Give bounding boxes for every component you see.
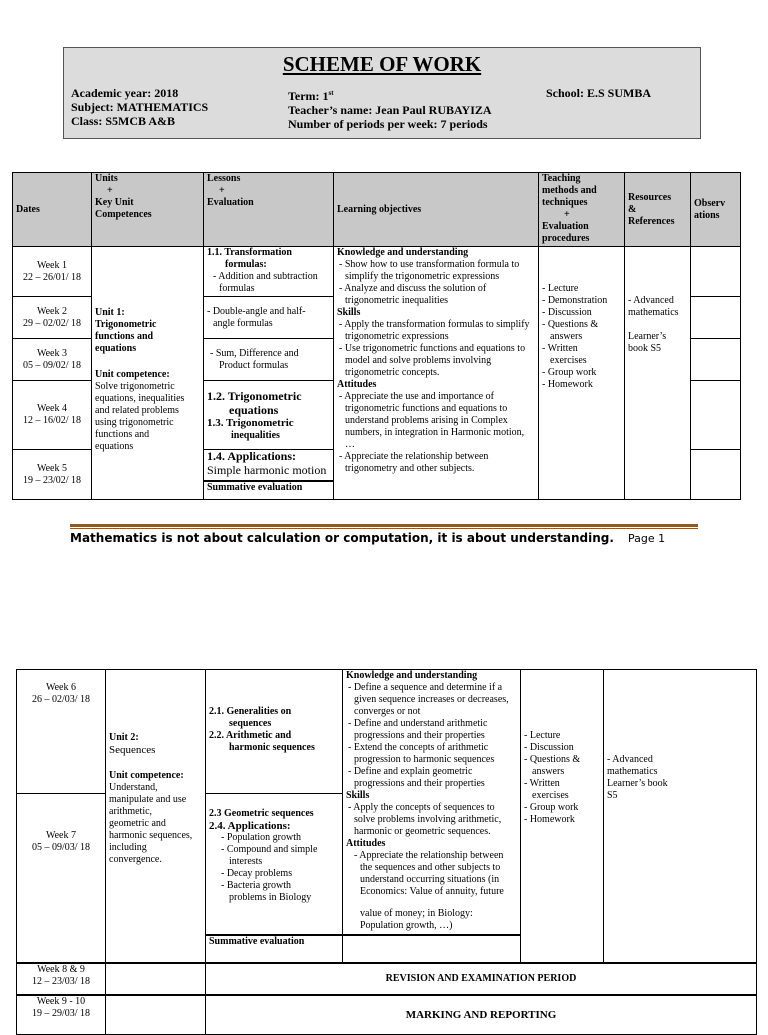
unit-2-cell: Unit 2: Sequences Unit competence: Understand, manipulate and use arithmetic, geometric and harmonic sequences, including convergence. — [106, 670, 206, 963]
week-7-cell: Week 7 05 – 09/03/ 18 — [17, 794, 106, 963]
lesson-2-1-2-2: 2.1. Generalities on sequences 2.2. Arithmetic and harmonic sequences — [206, 670, 343, 794]
footer-rule-thin — [70, 528, 698, 529]
document-title: SCHEME OF WORK — [282, 52, 482, 76]
week-8-9-cell: Week 8 & 9 12 – 23/03/ 18 — [17, 963, 106, 995]
objectives-unit-1: Knowledge and understanding - Show how to use transformation formula to simplify the trigonometric expressions - Analyze and discuss the solution of trigonometric inequalities Skills - Apply the transformation formulas to simplify trigonometric expressions - Use trigonometric functions and equations to model and solve problems involving trigonometric concepts. Attitudes - Appreciate the use and importance of trigonometric functions and equations to understand problems arising in Complex numbers, in integration in Harmonic motion, … - Appreciate the relationship between trigonometry and other subjects. — [334, 247, 539, 500]
footer-rule — [70, 524, 698, 527]
week-9-10-unit-cell — [106, 995, 206, 1035]
header-units: Units + Key Unit Competences — [92, 173, 204, 247]
page-number: Page 1 — [628, 532, 666, 545]
lesson-1-1: 1.1. Transformation formulas: - Addition and subtraction formulas — [204, 247, 334, 297]
class: Class: S5MCB A&B — [71, 114, 176, 128]
unit-1-cell: Unit 1: Trigonometric functions and equations Unit competence: Solve trigonometric equations, inequalities and related problems using trigonometric functions and equations — [92, 247, 204, 500]
header-box — [63, 47, 701, 139]
observation-week-2 — [691, 297, 741, 339]
header-objectives: Learning objectives — [334, 173, 539, 247]
methods-unit-1: - Lecture - Demonstration - Discussion - Questions & answers - Written exercises - Group work - Homework — [539, 247, 625, 500]
lesson-applications: 1.4. Applications: Simple harmonic motion Summative evaluation — [204, 450, 334, 500]
teacher-name: Teacher’s name: Jean Paul RUBAYIZA — [288, 103, 492, 117]
resources-unit-2: - Advanced mathematics Learner’s book S5 — [604, 670, 757, 963]
academic-year: Academic year: 2018 — [71, 86, 179, 100]
revision-period: REVISION AND EXAMINATION PERIOD — [206, 963, 757, 995]
week-9-10-cell: Week 9 - 10 19 – 29/03/ 18 — [17, 995, 106, 1035]
week-1-cell: Week 1 22 – 26/01/ 18 — [13, 247, 92, 297]
week-5-cell: Week 5 19 – 23/02/ 18 — [13, 450, 92, 500]
term: Term: 1st — [288, 89, 334, 103]
school: School: E.S SUMBA — [546, 86, 652, 100]
periods-per-week: Number of periods per week: 7 periods — [288, 117, 488, 131]
summative-evaluation-2: Summative evaluation — [206, 934, 342, 948]
lesson-sum-difference: - Sum, Difference and Product formulas — [204, 339, 334, 381]
scheme-table-1 — [12, 172, 741, 500]
header-resources: Resources & References — [625, 173, 691, 247]
lesson-equations-inequalities: 1.2. Trigonometric equations 1.3. Trigonometric inequalities — [204, 381, 334, 450]
week-4-cell: Week 4 12 – 16/02/ 18 — [13, 381, 92, 450]
header-lessons: Lessons + Evaluation — [204, 173, 334, 247]
scheme-table-2 — [16, 669, 757, 1035]
week-2-cell: Week 2 29 – 02/02/ 18 — [13, 297, 92, 339]
resources-unit-1: - Advanced mathematics Learner’s book S5 — [625, 247, 691, 500]
objectives-unit-2: Knowledge and understanding - Define a sequence and determine if a given sequence increases or decreases, converges or not - Define and understand arithmetic progressions and their properties - Extend the concepts of arithmetic progression to harmonic sequences - Define and explain geometric progressions and their properties Skills - Apply the concepts of sequences to solve problems involving arithmetic, harmonic or geometric sequences. Attitudes - Appreciate the relationship between the sequences and other subjects to understand occurring situations (in Economics: Value of annuity, future value of money; in Biology: Population growth, …) — [343, 670, 521, 963]
footer-quote: Mathematics is not about calculation or computation, it is about understanding. — [70, 531, 614, 545]
header-methods: Teaching methods and techniques + Evaluation procedures — [539, 173, 625, 247]
header-observations: Observ ations — [691, 173, 741, 247]
methods-unit-2: - Lecture - Discussion - Questions & answers - Written exercises - Group work - Homework — [521, 670, 604, 963]
week-3-cell: Week 3 05 – 09/02/ 18 — [13, 339, 92, 381]
week-6-cell: Week 6 26 – 02/03/ 18 — [17, 670, 106, 794]
observation-week-4 — [691, 381, 741, 450]
observation-week-1 — [691, 247, 741, 297]
observation-week-3 — [691, 339, 741, 381]
lesson-double-angle: - Double-angle and half- angle formulas — [204, 297, 334, 339]
observation-week-5 — [691, 450, 741, 500]
marking-reporting: MARKING AND REPORTING — [206, 995, 757, 1035]
subject: Subject: MATHEMATICS — [71, 100, 209, 114]
header-dates: Dates — [13, 173, 92, 247]
week-8-9-unit-cell — [106, 963, 206, 995]
summative-evaluation-1: Summative evaluation — [204, 480, 333, 494]
lesson-2-3-2-4: 2.3 Geometric sequences 2.4. Applications: - Population growth - Compound and simple interests - Decay problems - Bacteria growth problems in Biology Summative evaluation — [206, 794, 343, 963]
